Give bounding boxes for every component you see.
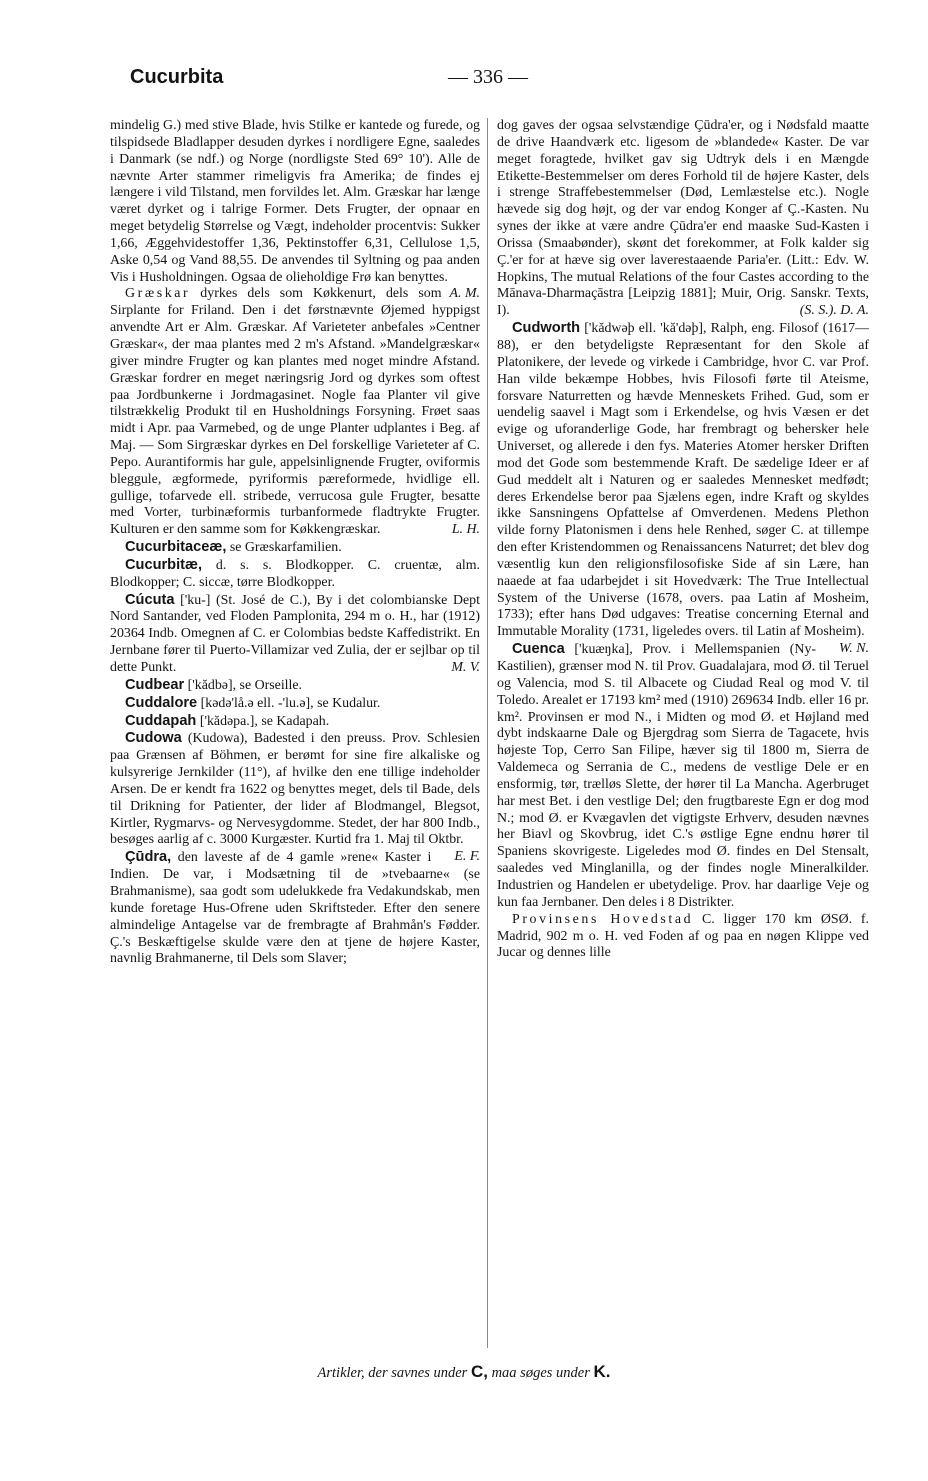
paragraph bbox=[497, 118, 869, 320]
paragraph bbox=[497, 912, 869, 963]
entry-headword: Cucurbitaceæ, bbox=[125, 539, 227, 556]
paragraph bbox=[110, 118, 480, 302]
author-signature: (S. S.). D. A. bbox=[799, 303, 869, 319]
entry bbox=[110, 849, 480, 968]
entry-headword: Cudowa bbox=[125, 730, 182, 747]
running-headword: Cucurbita bbox=[130, 66, 224, 88]
entry-text: d. s. s. Blodkopper. C. cruentæ, alm. Blodkopper; C. siccæ, tørre Blodkopper. bbox=[110, 557, 480, 590]
text: mindelig G.) med stive Blade, hvis Stilke er kantede og furede, og tilspidsede Bladlapper desuden dyrkes i nordligere Egne, saaledes i Danmark (se ndf.) og Norge (nordligste Sted 69° 10'). Alle de nævnte Arter stammer rimeligvis fra Amerika; de findes ej længere i vild Tilstand, men forvildes let. Alm. Græskar har længe været dyrket og i talrige Former. Dets Frugter, der opnaar en meget betydelig Størrelse og Vægt, indeholder procentvis: Sukker 1,66, Æggehvidestoffer 1,36, Pektinstoffer 6,31, Cellulose 1,5, Aske 0,54 og Vand 88,55. De anvendes til Syltning og paa anden Vis i Husholdningen. Ogsaa de olieholdige Frø kan benyttes. bbox=[110, 118, 480, 285]
entry-text: ['kădwəþ ell. 'kă'dəþ], Ralph, eng. Filosof (1617—88), er den betydeligste Repræsentant for den Skole af Platonikere, der levede og virkede i Cambridge, hvor C. var Prof. Han vilde bekæmpe Hobbes, hvis Filosofi førte til Ateisme, forsvare Naturretten og hævde Menneskets Frihed. Gud, som er uendelig saavel i Magt som i Erkendelse, og hvis Væsen er det evige og uforanderlige Gode, har frembragt og behersker hele Universet, og allerede i den fys. Materies Atomer hersker Driften mod det Gode som bestemmende Kraft. De sædelige Ideer er af Gud meddelt alt i Naturen og er saaledes Mennesket medfødt; deres Erkendelse beror paa Sjælens egen, indre Kraft og skyldes ikke Sansningens Opfattelse af Omverdenen. Medens Plethon vilde forny Platonismen i dens hele Renhed, søger C. at tillempe den efter Kristendommen og Renaissancens Naturret; det blev dog væsentlig kun den religionsfilosofiske Side af sin Lære, han naaede at faa udarbejdet i sit Hovedværk: The True Intellectual System of the Universe (1678, overs. paa Latin af Mosheim, 1733); efter hans Død udgaves: Treatise concerning Eternal and Immutable Morality (1731, ligeledes overs. til Latin af Mosheim). bbox=[497, 321, 869, 640]
footer-note bbox=[0, 1362, 928, 1382]
spaced-term: Græskar bbox=[125, 286, 191, 302]
footer-text: maa søges under bbox=[487, 1365, 594, 1381]
entry-text: ['kuæŋka], Prov. i Mellemspanien (Ny-Kastilien), grænser mod N. til Prov. Guadalajara, mod Ø. til Teruel og Valencia, mod S. til Albacete og Ciudad Real og mod V. til Toledo. Arealet er 17193 km² med (1910) 269634 Indb. eller 16 pr. km². Provinsen er mod N., i Midten og mod Ø. et Højland med dybt indskaarne Dale og Bjergdrag som Sierra de Tagacete, hvis højeste Top, Cerro San Filipe, hæver sig til 1800 m, Sierra de Valdemeca og Serrania de C., medens de vestlige Dele er en ensformig, tør, trælløs Slette, der hører til La Mancha. Agerbruget har mest Bet. i den vestlige Del; den frugtbareste Egn er dog mod N.; mod Ø. er Kvægavlen det vigtigste Erhverv, desuden nævnes her Biavl og Skovbrug, idet C.'s østlige Egne endnu hører til Spaniens skovrigeste. Ligeledes mod Ø. findes en Del Stensalt, saaledes ved Minglanilla, og der findes nogle Mineralkilder. Industrien og Handelen er ubetydelige. Prov. har daarlige Veje og kun faa Jernbaner. Den deles i 8 Distrikter. bbox=[497, 642, 869, 910]
text: C. ligger 170 km ØSØ. f. Madrid, 902 m o. H. ved Foden af og paa en nøgen Klippe ved Jucar og dennes lille bbox=[497, 911, 869, 961]
entry bbox=[110, 592, 480, 677]
entry-text: ['ku-] (St. José de C.), By i det colombianske Dept Nord Santander, ved Floden Pamplonita, 294 m o. H., har (1912) 20364 Indb. Omegnen af C. er Colombias bedste Kaffedistrikt. En Jernbane fører til Puerto-Villamizar ved Zulia, der er sejlbar op til dette Punkt. bbox=[110, 592, 480, 675]
entry-headword: Cuddalore bbox=[125, 694, 198, 711]
entry-text: den laveste af de 4 gamle »rene« Kaster i Indien. De var, i Modsætning til de »tvebaarne« (se Brahmanisme), saa godt som udelukkede fra Vedakundskab, men kunde foretage Hus-Ofrene uden Skriftsteder. Efter den senere almindelige Antagelse var de frembragte af Brahmån's Fødder. Ç.'s Beskæftigelse skulde være den at tjene de højere Kaster, navnlig Brahmanerne, til Dels som Slaver; bbox=[110, 850, 480, 967]
entry-text: ['kădbə], se Orseille. bbox=[184, 677, 303, 693]
entry-headword: Cúcuta bbox=[125, 591, 175, 608]
entry bbox=[110, 695, 480, 713]
entry bbox=[110, 557, 480, 592]
footer-letter: K. bbox=[593, 1362, 611, 1381]
entry-headword: Cucurbitæ, bbox=[125, 556, 203, 573]
author-signature: A. M. bbox=[449, 286, 480, 302]
entry bbox=[110, 713, 480, 731]
footer-letter: C, bbox=[470, 1362, 488, 1381]
footer-text: Artikler, der savnes under bbox=[317, 1365, 471, 1381]
entry-text: se Græskarfamilien. bbox=[226, 540, 342, 556]
column-divider bbox=[487, 118, 488, 1348]
author-signature: W. N. bbox=[839, 641, 869, 657]
author-signature: L. H. bbox=[451, 522, 480, 538]
spaced-term: Provinsens Hovedstad bbox=[512, 911, 694, 927]
author-signature: M. V. bbox=[451, 660, 480, 675]
author-signature: E. F. bbox=[454, 849, 480, 865]
entry-headword: Çūdra, bbox=[125, 849, 172, 866]
entry-text: [kədə'lå.ə ell. -'lu.ə], se Kudalur. bbox=[197, 695, 381, 711]
entry-headword: Cudbear bbox=[125, 676, 185, 693]
entry-text: ['kădəpa.], se Kadapah. bbox=[196, 713, 330, 729]
text: dog gaves der ogsaa selvstændige Çūdra'er, og i Nødsfald maatte de drive Haandværk etc. ligesom de »blandede« Kaster. De var meget foragtede, hvilket gav sig Udtryk dels i en Mængde Etikette-Bestemmelser om deres Forhold til de højere Kaster, dels i strenge Straffebestemmelser (Død, Lemlæstelse etc.). Nogle hævede sig dog højt, og der var endog Konger af Ç.-Kasten. Nu synes der ikke at være andre Çūdra'er end maaske Sud-Kasten i Orissa (Smaabønder), skønt det forekommer, at Folk kalder sig Ç.'er for at hæve sig over laverestaaende Paria'er. (Litt.: Edv. W. Hopkins, The mutual Relations of the four Castes according to the Mānava-Dharmaçāstra [Leipzig 1881]; Muir, Orig. Sanskr. Texts, I). bbox=[497, 118, 869, 319]
paragraph bbox=[110, 286, 480, 539]
entry-headword: Cuddapah bbox=[125, 712, 197, 729]
entry-text: (Kudowa), Badested i den preuss. Prov. Schlesien paa Grænsen af Böhmen, er berømt for sine fire alkaliske og kulsyrerige Jernkilder (11°), af hvilke den ene tillige indeholder Arsen. De er kendt fra 1622 og benyttes meget, dels til Bade, dels til Drikning for Patienter, der lider af Blodmangel, Blegsot, Kirtler, Rygmarvs- og Nervesygdomme. Stedet, der har 800 Indb., besøges aarlig af c. 3000 Kurgæster. Kurtid fra 1. Maj til Oktbr. bbox=[110, 731, 480, 848]
entry bbox=[110, 677, 480, 695]
running-header bbox=[0, 66, 928, 96]
page-number: — 336 — bbox=[448, 66, 528, 88]
text: dyrkes dels som Køkkenurt, dels som Sirplante for Friland. Den i det førstnævnte Øjemed hyppigst anvendte Art er Alm. Græskar. Af Varieteter anbefales »Centner Græskar«, der maa plantes med 2 m's Afstand. »Mandelgræskar« giver mindre Frugter og kan plantes med noget mindre Afstand. Græskar fordrer en meget næringsrig Jord og dyrkes som oftest paa Jordbunkerne i Jordmagasinet. Nogle faa Planter vil give tilstrækkelig Produkt til en Husholdnings Forsyning. Frøet saas midt i Apr. paa Varmebed, og de unge Planter udplantes i Beg. af Maj. — Som Sirgræskar dyrkes en Del forskellige Varieteter af C. Pepo. Aurantiformis har gule, appelsinlignende Frugter, oviformis bleggule, ægformede, pyriformis pæreformede, hvidlige ell. gullige, tofarvede ell. stribede, verrucosa gule Frugter, besatte med Vorter, turbinæformis turbanformede fladtrykte Frugter. Kulturen er den samme som for Køkkengræskar. bbox=[110, 286, 480, 538]
entry bbox=[110, 539, 480, 557]
entry-headword: Cudworth bbox=[512, 320, 581, 337]
left-column bbox=[110, 118, 480, 1350]
entry bbox=[497, 641, 869, 912]
entry-headword: Cuenca bbox=[512, 641, 565, 658]
right-column bbox=[497, 118, 869, 1350]
